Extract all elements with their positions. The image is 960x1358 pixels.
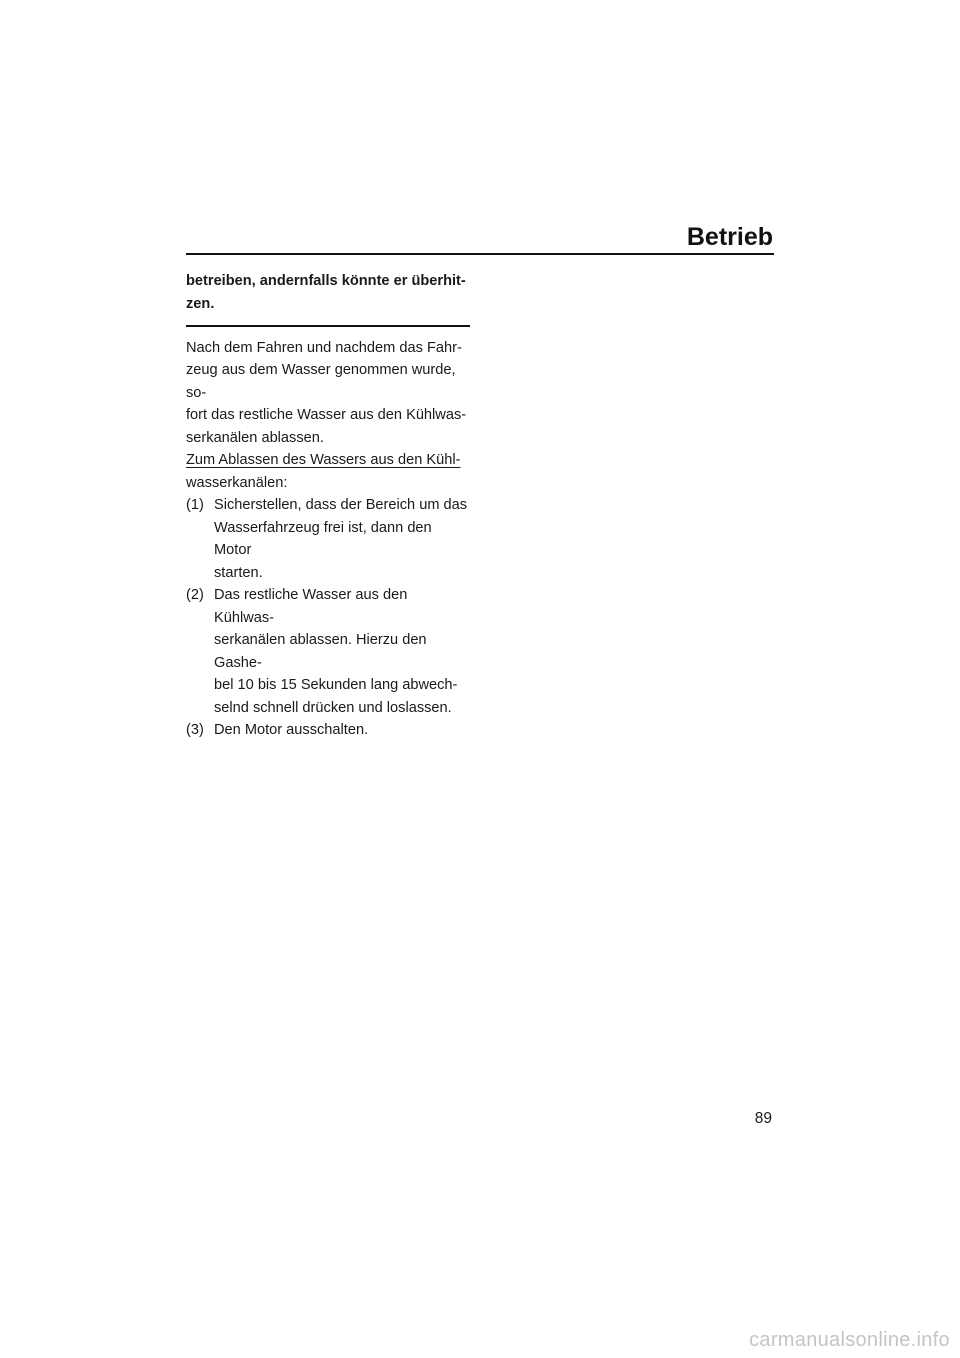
step-line: Das restliche Wasser aus den Kühlwas-: [214, 587, 408, 626]
step-line: bel 10 bis 15 Sekunden lang abwech-: [214, 677, 458, 693]
watermark-text: carmanualsonline.info: [749, 1329, 950, 1351]
intro-line: Nach dem Fahren und nachdem das Fahr-: [186, 339, 462, 356]
step-line: Wasserfahrzeug frei ist, dann den Motor: [214, 519, 432, 558]
warning-line: zen.: [186, 295, 215, 312]
procedure-heading-line: Zum Ablassen des Wassers aus den Kühl-: [186, 452, 461, 468]
step-text: [214, 584, 471, 719]
step-line: Den Motor ausschalten.: [214, 722, 369, 738]
step-line: serkanälen ablassen. Hierzu den Gashe-: [214, 632, 427, 671]
warning-continuation: [186, 270, 471, 315]
intro-line: serkanälen ablassen.: [186, 429, 324, 446]
step-line: starten.: [214, 564, 263, 581]
procedure-step-2: [186, 584, 471, 719]
procedure-heading-line: wasserkanälen:: [186, 474, 288, 491]
intro-paragraph: [186, 337, 471, 450]
step-line: Sicherstellen, dass der Bereich um das: [214, 497, 468, 513]
page-header-title: Betrieb: [686, 223, 773, 251]
warning-end-rule: [186, 325, 470, 327]
header-rule: [186, 253, 774, 255]
intro-line: zeug aus dem Wasser genommen wurde, so-: [186, 362, 456, 401]
text-column: [186, 270, 471, 742]
warning-line: betreiben, andernfalls könnte er überhit-: [186, 273, 466, 289]
step-number: (2): [186, 587, 204, 603]
step-number: (1): [186, 497, 204, 513]
procedure-step-1: [186, 494, 471, 584]
step-text: [214, 719, 471, 742]
procedure-heading: [186, 449, 471, 494]
procedure-steps: [186, 494, 471, 742]
page-number: 89: [754, 1110, 772, 1127]
procedure-step-3: [186, 719, 471, 742]
step-text: [214, 494, 471, 584]
intro-line: fort das restliche Wasser aus den Kühlwas-: [186, 407, 467, 423]
step-line: selnd schnell drücken und loslassen.: [214, 699, 452, 716]
step-number: (3): [186, 722, 204, 738]
